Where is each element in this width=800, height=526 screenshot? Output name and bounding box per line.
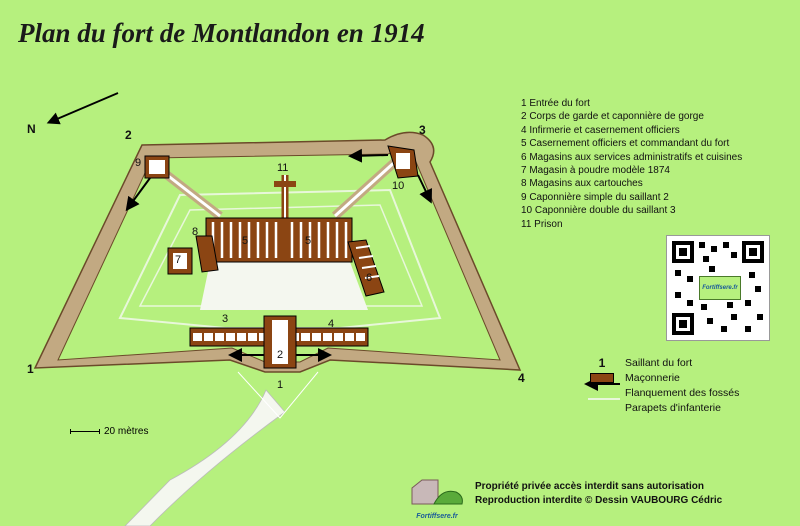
salient-4: 4 — [518, 371, 525, 385]
label-barracks-right: 5 — [305, 235, 312, 247]
site-logo-text: Fortiffsere.fr — [416, 513, 458, 520]
qr-code — [666, 235, 770, 341]
label-cartridges: 8 — [192, 226, 199, 238]
prison — [274, 181, 296, 187]
key-masonry-label: Maçonnerie — [625, 371, 680, 384]
label-building-4: 4 — [328, 318, 335, 330]
footer — [475, 480, 722, 508]
scale-label: 20 mètres — [104, 426, 149, 437]
site-logo — [408, 474, 466, 520]
north-label: N — [27, 122, 36, 136]
key-flank-label: Flanquement des fossés — [625, 386, 740, 399]
footer-line-2: Reproduction interdite © Dessin VAUBOURG Cédric — [475, 495, 723, 506]
legend-item: 7 Magasin à poudre modèle 1874 — [521, 165, 670, 177]
label-caponier-10: 10 — [392, 180, 405, 192]
label-caponier-9: 9 — [135, 157, 142, 169]
legend-item: 10 Caponnière double du saillant 3 — [521, 205, 676, 217]
label-building-3: 3 — [222, 313, 229, 325]
qr-logo: Fortiffsere.fr — [699, 276, 741, 300]
key-masonry-swatch — [590, 373, 614, 383]
salient-3: 3 — [419, 123, 426, 137]
access-road — [125, 390, 285, 526]
key-salient-symbol: 1 — [598, 355, 606, 370]
label-prison: 11 — [277, 162, 289, 174]
legend-item: 8 Magasins aux cartouches — [521, 178, 643, 190]
label-gorge: 2 — [277, 349, 284, 361]
salient-1: 1 — [27, 362, 34, 376]
barracks-5 — [206, 218, 352, 262]
north-arrow — [50, 93, 118, 122]
legend-item: 6 Magasins aux services administratifs et cuisines — [521, 151, 743, 163]
label-powder: 7 — [175, 254, 182, 266]
legend — [521, 97, 742, 231]
legend-item: 5 Casernement officiers et commandant du fort — [521, 138, 730, 150]
map-title: Plan du fort de Montlandon en 1914 — [18, 18, 425, 48]
label-barracks-left: 5 — [242, 235, 249, 247]
courtyard — [200, 262, 368, 310]
scale-bar-line — [70, 429, 100, 434]
key-parapet-label: Parapets d'infanterie — [625, 401, 721, 414]
footer-line-1: Propriété privée accès interdit sans autorisation — [475, 481, 704, 492]
legend-item: 1 Entrée du fort — [521, 98, 590, 109]
label-entrance: 1 — [277, 379, 284, 391]
label-service: 6 — [366, 272, 373, 284]
legend-item: 9 Caponnière simple du saillant 2 — [521, 191, 669, 203]
legend-item: 2 Corps de garde et caponnière de gorge — [521, 111, 704, 123]
legend-item: 4 Infirmerie et casernement officiers — [521, 124, 680, 136]
scale-bar — [70, 426, 148, 437]
flank-arrow — [352, 155, 388, 156]
key-salient-label: Saillant du fort — [625, 356, 693, 369]
legend-item: 11 Prison — [521, 218, 563, 230]
map-key — [585, 355, 739, 415]
salient-2: 2 — [125, 128, 132, 142]
